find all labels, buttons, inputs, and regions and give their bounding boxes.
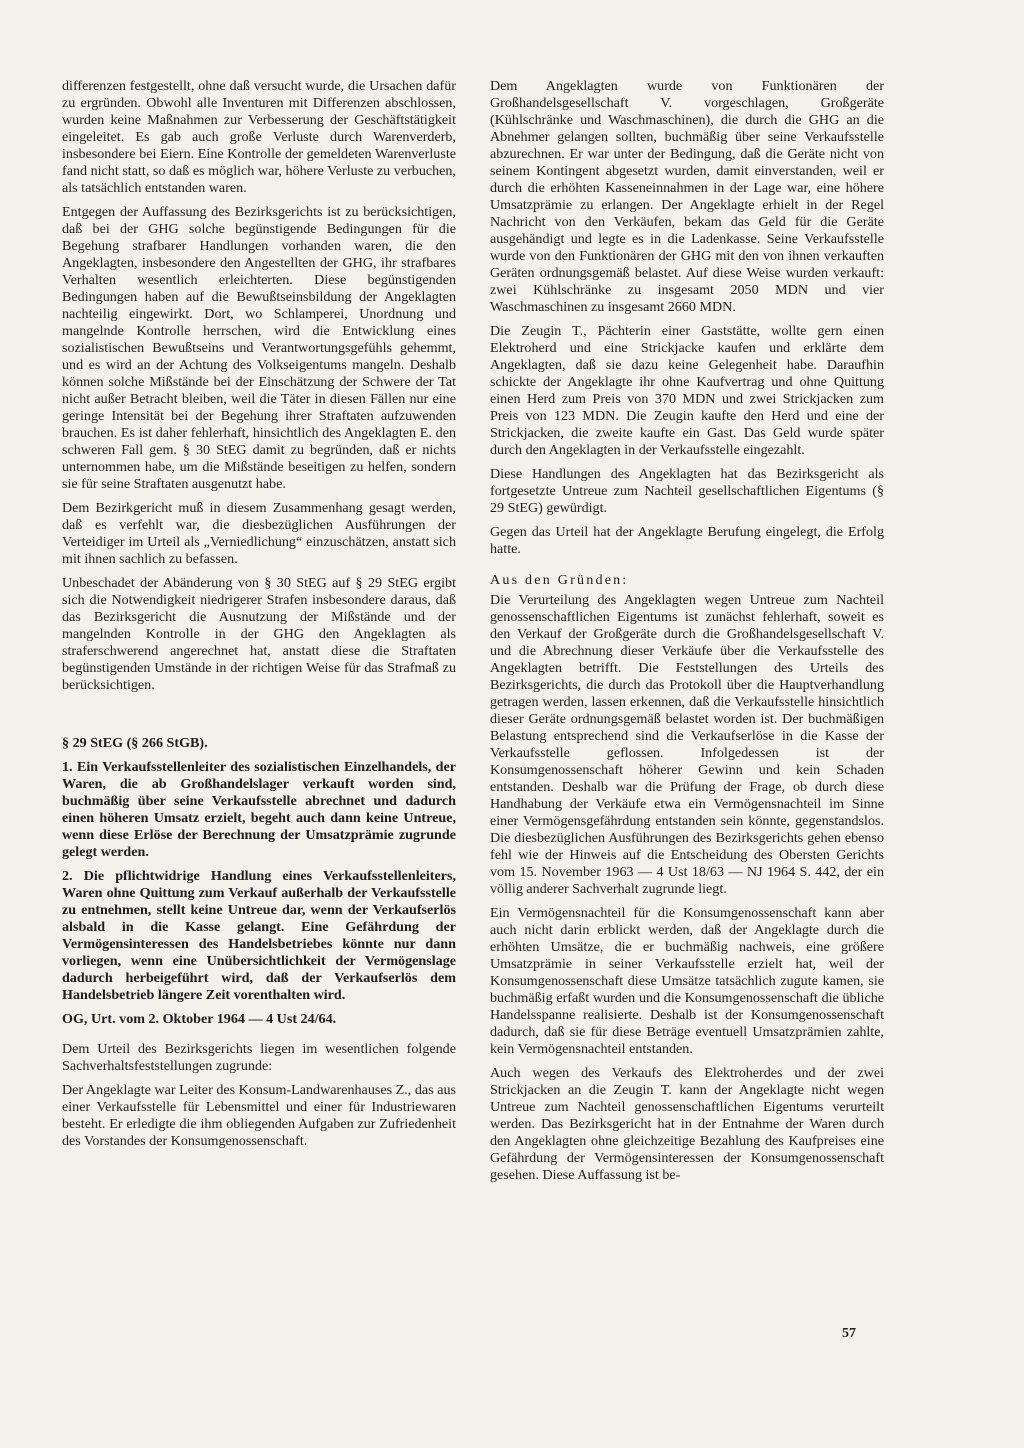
paragraph: Die Zeugin T., Pächterin einer Gaststätte, wollte gern einen Elektroherd und eine Strickjacke kaufen und erklärte dem Angeklagten, daß sie dazu keine Gelegenheit habe. Daraufhin schickte der Angeklagte ihr ohne Kaufvertrag und ohne Quittung einen Herd zum Preis von 370 MDN und zwei Strickjacken zum Preis von 123 MDN. Die Zeugin kaufte den Herd und eine der Strickjacken, die zweite kaufte ein Gast. Das Geld wurde später durch den Angeklagten in der Verkaufsstelle eingezahlt.	[490, 323, 884, 458]
headnote-paragraph: OG, Urt. vom 2. Oktober 1964 — 4 Ust 24/64.	[62, 1011, 337, 1027]
section-heading: Aus den Gründen:	[490, 572, 629, 588]
paragraph: differenzen festgestellt, ohne daß versucht wurde, die Ursachen dafür zu ergründen. Obwohl alle Inventuren mit Differenzen abschlossen, wurden keine Maßnahmen zur Verbesserung der Geschäftstätigkeit eingeleitet. Es gab auch große Verluste durch Warenverderb, insbesondere bei Eiern. Eine Kontrolle der gemeldeten Warenverluste fand nicht statt, so daß es möglich war, höhere Verluste zu verbuchen, als tatsächlich entstanden waren.	[62, 78, 456, 196]
paragraph: Die Verurteilung des Angeklagten wegen Untreue zum Nachteil genossenschaftlichen Eigentums ist zunächst fehlerhaft, soweit es den Verkauf der Großgeräte durch die Großhandelsgesellschaft V. und die Abrechnung dieser Verkäufe über die Verkaufsstelle des Angeklagten betrifft. Die Feststellungen des Urteils des Bezirksgerichts, die durch das Protokoll über die Hauptverhandlung getragen werden, lassen erkennen, daß die Verkaufsstelle hinsichtlich dieser Geräte ordnungsgemäß belastet worden ist. Der buchmäßigen Belastung entsprechend sind die Verkaufserlöse in die Kasse der Verkaufsstelle geflossen. Infolgedessen ist der Konsumgenossenschaft höherer Gewinn und kein Schaden entstanden. Deshalb war die Prüfung der Frage, ob durch diese Handhabung der Verkäufe etwa ein Vermögensnachteil im Sinne einer Vermögensgefährdung entstanden sein könnte, gegenstandslos. Die diesbezüglichen Ausführungen des Bezirksgerichts gehen ebenso fehl wie der Hinweis auf die Entscheidung des Obersten Gerichts vom 15. November 1963 — 4 Ust 18/63 — NJ 1964 S. 442, der ein völlig anderer Sachverhalt zugrunde liegt.	[490, 592, 884, 897]
headnote-paragraph: § 29 StEG (§ 266 StGB).	[62, 735, 208, 751]
paragraph: Dem Angeklagten wurde von Funktionären der Großhandelsgesellschaft V. vorgeschlagen, Großgeräte (Kühlschränke und Waschmaschinen), die durch die GHG an die Abnehmer gelangen sollten, buchmäßig über seine Verkaufsstelle abzurechnen. Er war unter der Bedingung, daß die Geräte nicht von seinem Kontingent abgesetzt wurden, damit einverstanden, weil er durch die erhöhten Kasseneinnahmen in der Lage war, eine höhere Umsatzprämie zu erlangen. Der Angeklagte erhielt in der Regel Nachricht von den Verkäufen, bekam das Geld für die Geräte ausgehändigt und legte es in die Ladenkasse. Seine Verkaufsstelle wurde von den Funktionären der GHG mit den von ihnen verkauften Geräten ordnungsgemäß belastet. Auf diese Weise wurden verkauft: zwei Kühlschränke zu insgesamt 2050 MDN und vier Waschmaschinen zu insgesamt 2660 MDN.	[490, 78, 884, 315]
paragraph: Gegen das Urteil hat der Angeklagte Berufung eingelegt, die Erfolg hatte.	[490, 524, 884, 557]
paragraph: Entgegen der Auffassung des Bezirksgerichts ist zu berücksichtigen, daß bei der GHG solche begünstigende Bedingungen für die Begehung strafbarer Handlungen vorhanden waren, die den Angeklagten, insbesondere den Angestellten der GHG, ihr strafbares Verhalten wesentlich erleichterten. Diese begünstigenden Bedingungen haben auf die Bewußtseinsbildung der Angeklagten nachteilig eingewirkt. Dort, wo Schlamperei, Unordnung und mangelnde Kontrolle herrschen, wird die Entwicklung eines sozialistischen Bewußtseins und Verantwortungsgefühls gehemmt, und es wird an der Achtung des Volkseigentums mangeln. Deshalb können solche Mißstände bei der Einschätzung der Schwere der Tat nicht außer Betracht bleiben, weil die Täter in diesen Fällen nur eine geringe Intensität bei der Begehung ihrer Straftaten aufzuwenden brauchen. Es ist daher fehlerhaft, hinsichtlich des Angeklagten E. den schweren Fall gem. § 30 StEG damit zu begründen, daß er nichts unternommen habe, um die Mißstände beseitigen zu helfen, sondern sie für seine Straftaten ausgenutzt habe.	[62, 204, 456, 492]
paragraph: Der Angeklagte war Leiter des Konsum-Landwarenhauses Z., das aus einer Verkaufsstelle für Lebensmittel und einer für Industriewaren besteht. Er erledigte die ihm obliegenden Aufgaben zur Zufriedenheit des Vorstandes der Konsumgenossenschaft.	[62, 1082, 456, 1149]
right-column	[490, 78, 884, 1191]
left-column	[62, 78, 456, 1157]
paragraph: Auch wegen des Verkaufs des Elektroherdes und der zwei Strickjacken an die Zeugin T. kann der Angeklagte nicht wegen Untreue zum Nachteil genossenschaftlichen Eigentums verurteilt werden. Das Bezirksgericht hat in der Entnahme der Waren durch den Angeklagten ohne gleichzeitige Bezahlung des Kaufpreises eine Gefährdung der Vermögensinteressen der Konsumgenossenschaft gesehen. Diese Auffassung ist be-	[490, 1065, 884, 1183]
paragraph: Diese Handlungen des Angeklagten hat das Bezirksgericht als fortgesetzte Untreue zum Nachteil gesellschaftlichen Eigentums (§ 29 StEG) gewürdigt.	[490, 466, 884, 516]
paragraph: Unbeschadet der Abänderung von § 30 StEG auf § 29 StEG ergibt sich die Notwendigkeit niedrigerer Strafen insbesondere daraus, daß das Bezirksgericht die Ausnutzung der Mißstände und der mangelnden Kontrolle in der GHG den Angeklagten als straferschwerend angerechnet hat, anstatt diese die Straftaten begünstigenden Umstände in der richtigen Weise für das Strafmaß zu berücksichtigen.	[62, 575, 456, 693]
paragraph: Dem Urteil des Bezirksgerichts liegen im wesentlichen folgende Sachverhaltsfeststellungen zugrunde:	[62, 1041, 456, 1074]
headnote-paragraph: 1. Ein Verkaufsstellenleiter des sozialistischen Einzelhandels, der Waren, die ab Großhandelslager verkauft worden sind, buchmäßig über seine Verkaufsstelle abrechnet und dadurch einen höheren Umsatz erzielt, begeht auch dann keine Untreue, wenn diese Erlöse der Berechnung der Umsatzprämie zugrunde gelegt werden.	[62, 759, 456, 860]
paragraph: Ein Vermögensnachteil für die Konsumgenossenschaft kann aber auch nicht darin erblickt werden, daß der Angeklagte durch die erhöhten Umsätze, die er buchmäßig nachweis, eine größere Umsatzprämie in seiner Verkaufsstelle erzielt hat, weil der Konsumgenossenschaft diese Umsätze tatsächlich zugute kamen, sie buchmäßig erfaßt wurden und die Konsumgenossenschaft die übliche Handelsspanne realisierte. Deshalb ist der Konsumgenossenschaft dadurch, daß sie für diese Beträge eventuell Umsatzprämien zahlte, kein Vermögensnachteil entstanden.	[490, 905, 884, 1057]
headnote-paragraph: 2. Die pflichtwidrige Handlung eines Verkaufsstellenleiters, Waren ohne Quittung zum Verkauf außerhalb der Verkaufsstelle zu entnehmen, stellt keine Untreue dar, wenn der Verkaufserlös alsbald in die Kasse gelangt. Eine Gefährdung der Vermögensinteressen des Handelsbetriebes könnte nur dann vorliegen, wenn eine Unübersichtlichkeit der Vermögenslage dadurch herbeigeführt wird, daß der Verkaufserlös dem Handelsbetrieb längere Zeit vorenthalten wird.	[62, 868, 456, 1003]
section-gap	[62, 701, 456, 735]
paragraph: Dem Bezirkgericht muß in diesem Zusammenhang gesagt werden, daß es verfehlt war, die diesbezüglichen Ausführungen der Verteidiger im Urteil als „Verniedlichung“ einzuschätzen, anstatt sich mit ihnen sachlich zu befassen.	[62, 500, 456, 567]
page-number: 57	[842, 1326, 856, 1341]
